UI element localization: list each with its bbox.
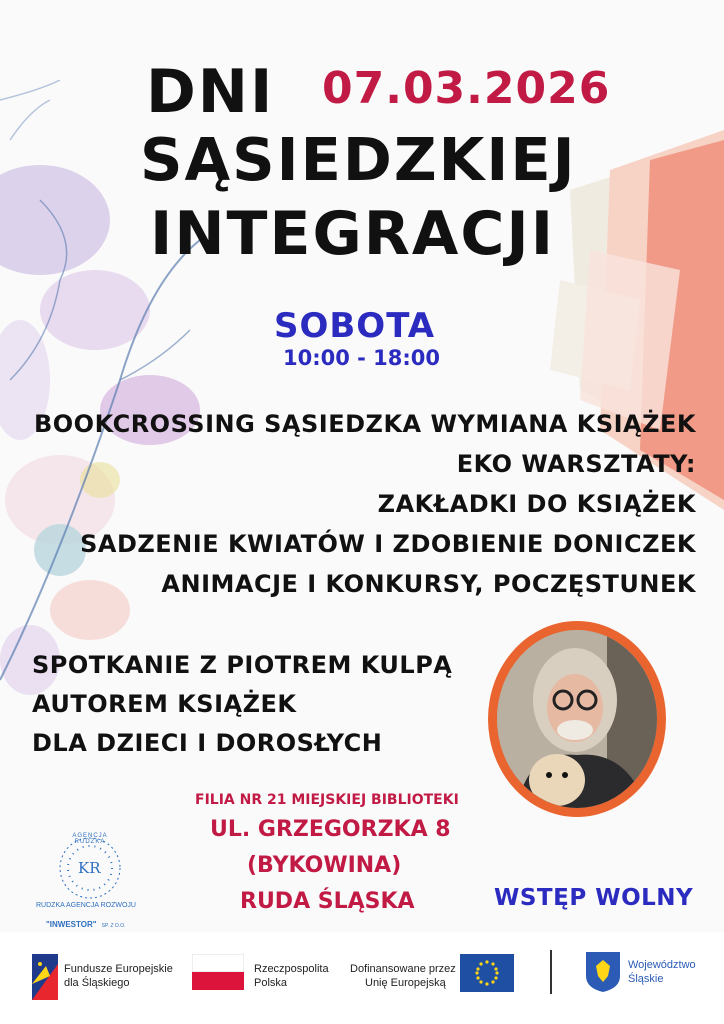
eu-flag-icon (460, 954, 514, 992)
european-funds-label-1: Fundusze Europejskie (64, 963, 173, 975)
activity-item: SADZENIE KWIATÓW I ZDOBIENIE DONICZEK (80, 530, 696, 558)
silesia-coat-of-arms-icon (586, 952, 620, 992)
free-entry: WSTĘP WOLNY (494, 885, 694, 911)
author-photo (488, 621, 666, 817)
address-street: UL. GRZEGORZKA 8 (210, 817, 451, 842)
author-photo-image (497, 630, 657, 808)
event-date: 07.03.2026 (322, 63, 611, 114)
agency-ring-text: AGENCJA RUDZKA (72, 833, 108, 845)
agency-name-line1: RUDZKA AGENCJA ROZWOJU (36, 902, 136, 909)
address-branch: FILIA NR 21 MIEJSKIEJ BIBLIOTEKI (195, 792, 459, 808)
activity-item: BOOKCROSSING SĄSIEDZKA WYMIANA KSIĄŻEK (33, 410, 696, 438)
title-line-3: INTEGRACJI (150, 199, 556, 269)
european-funds-label-2: dla Śląskiego (64, 977, 130, 989)
agency-monogram: KR (78, 859, 101, 877)
activity-item: EKO WARSZTATY: (456, 450, 696, 478)
activity-item: ZAKŁADKI DO KSIĄŻEK (377, 490, 696, 518)
european-funds-icon (32, 954, 58, 1000)
voivodeship-label-1: Województwo (628, 959, 696, 971)
funding-footer (0, 932, 724, 1024)
activity-item: ANIMACJE I KONKURSY, POCZĘSTUNEK (161, 570, 696, 598)
meeting-line: DLA DZIECI I DOROSŁYCH (32, 729, 383, 757)
poland-label-2: Polska (254, 977, 288, 989)
title-line-1: DNI (146, 57, 275, 127)
voivodeship-label-2: Śląskie (628, 973, 664, 985)
polish-flag-icon (192, 954, 244, 990)
footer-divider (550, 950, 552, 994)
agency-logo (30, 830, 150, 930)
eu-label-2: Unię Europejską (365, 977, 446, 989)
event-hours: 10:00 - 18:00 (283, 346, 441, 370)
poland-label-1: Rzeczpospolita (254, 963, 329, 975)
agency-name-line2: "INWESTOR" (46, 920, 97, 929)
title-line-2: SĄSIEDZKIEJ (140, 125, 577, 194)
agency-name-line2-wrap (46, 912, 125, 931)
meeting-line: SPOTKANIE Z PIOTREM KULPĄ (32, 651, 453, 679)
eu-label-1: Dofinansowane przez (350, 963, 456, 975)
address-district: (BYKOWINA) (247, 853, 402, 878)
address-city: RUDA ŚLĄSKA (240, 889, 415, 914)
agency-suffix: SP. Z O.O. (101, 923, 126, 929)
meeting-line: AUTOREM KSIĄŻEK (32, 690, 297, 718)
event-day: SOBOTA (274, 306, 436, 346)
